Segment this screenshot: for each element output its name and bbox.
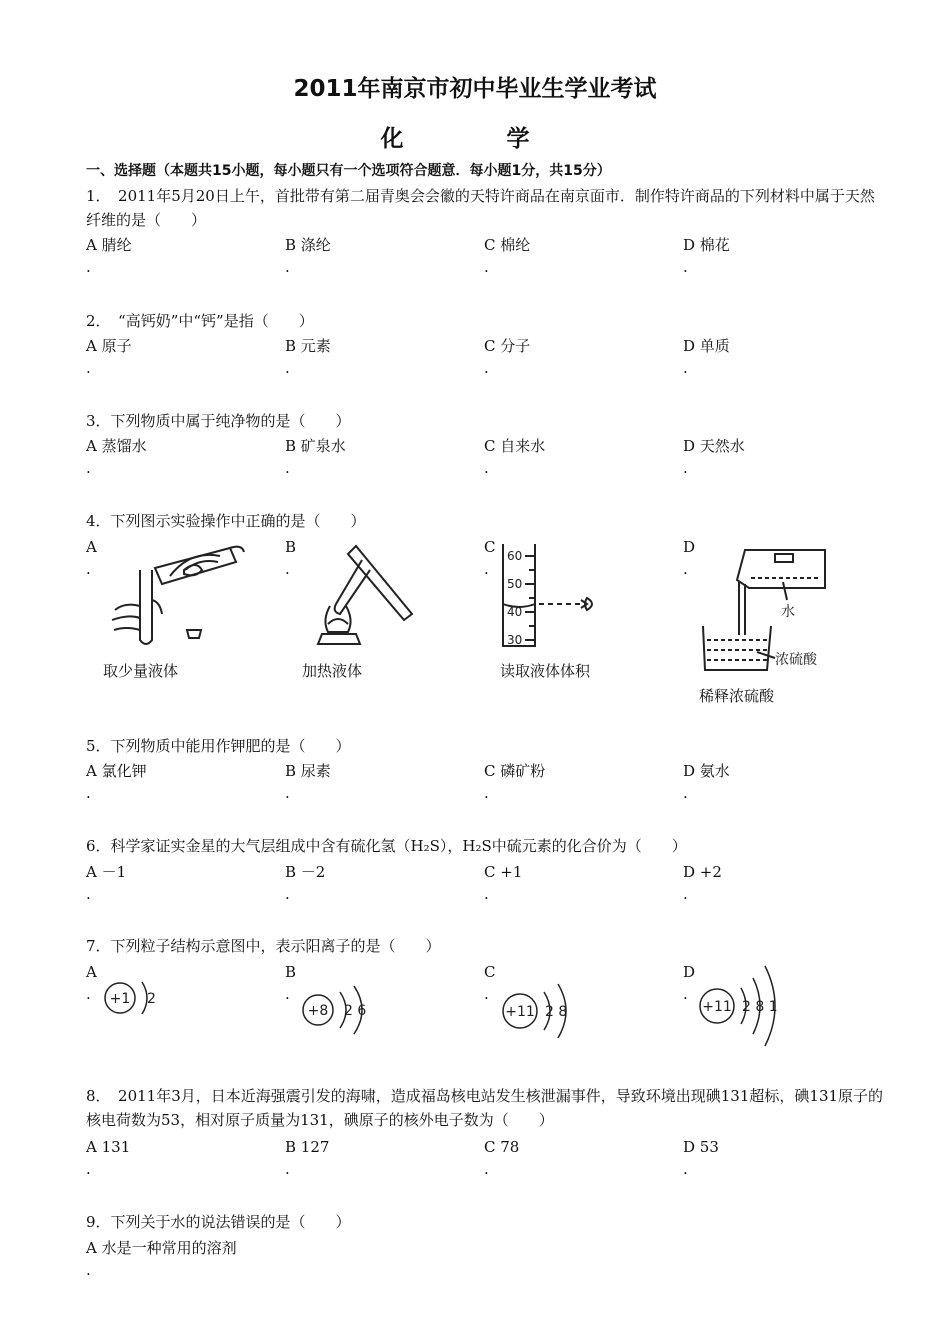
question-6-stem: 6．科学家证实金星的大气层组成中含有硫化氢（H₂S），H₂S中硫元素的化合价为（ ） (86, 837, 687, 855)
question-3-stem: 3．下列物质中属于纯净物的是（ ） (86, 412, 351, 430)
section-heading: 一、选择题（本题共15小题，每小题只有一个选项符合题意．每小题1分，共15分） (86, 163, 611, 179)
cylinder-tick-30: 30 (507, 633, 523, 647)
label-acid: 浓硫酸 (775, 652, 817, 668)
option-c[interactable]: C 磷矿粉 . (484, 762, 546, 802)
option-a[interactable]: A 腈纶 . (86, 236, 132, 276)
option-a[interactable]: A 蒸馏水 . (86, 437, 147, 477)
option-d[interactable]: D 单质 . (683, 337, 730, 377)
option-a[interactable]: A . (86, 538, 97, 578)
question-5-options (86, 759, 906, 807)
question-1-options (86, 233, 906, 281)
cylinder-tick-60: 60 (507, 549, 523, 563)
option-c[interactable]: C 78 . (484, 1138, 520, 1178)
question-5-stem: 5．下列物质中能用作钾肥的是（ ） (86, 737, 351, 755)
option-b[interactable]: B 涤纶 . (285, 236, 331, 276)
question-7-stem: 7．下列粒子结构示意图中，表示阳离子的是（ ） (86, 937, 441, 955)
figure-dilute-acid (695, 540, 835, 675)
option-c[interactable]: C . (484, 538, 496, 578)
electrons-c: 2 8 (545, 1004, 568, 1020)
nucleus-c: +11 (505, 1004, 535, 1020)
option-a[interactable]: A －1 . (86, 863, 127, 903)
cylinder-tick-40: 40 (507, 605, 523, 619)
option-d[interactable]: D . (683, 963, 696, 1003)
option-b[interactable]: B 尿素 . (285, 762, 331, 802)
atom-diagram-a (100, 978, 170, 1018)
option-a[interactable]: A 氯化钾 . (86, 762, 147, 802)
question-9-stem: 9．下列关于水的说法错误的是（ ） (86, 1213, 351, 1231)
option-d[interactable]: D 53 . (683, 1138, 719, 1178)
caption-d: 稀释浓硫酸 (699, 687, 775, 705)
question-9-options (86, 1236, 906, 1284)
option-c[interactable]: C 棉纶 . (484, 236, 531, 276)
cylinder-tick-50: 50 (507, 577, 523, 591)
atom-diagram-d (697, 960, 797, 1050)
question-2-stem: 2． “高钙奶”中“钙”是指（ ） (86, 312, 314, 330)
question-6-options (86, 860, 906, 908)
figure-read-volume (495, 542, 605, 650)
option-c[interactable]: C 分子 . (484, 337, 531, 377)
option-b[interactable]: B 127 . (285, 1138, 330, 1178)
option-a[interactable]: A . (86, 963, 97, 1003)
atom-diagram-c (498, 978, 598, 1048)
option-b[interactable]: B . (285, 538, 297, 578)
option-c[interactable]: C +1 . (484, 863, 523, 903)
option-c[interactable]: C 自来水 . (484, 437, 546, 477)
question-4-stem: 4．下列图示实验操作中正确的是（ ） (86, 512, 366, 530)
atom-diagram-b (300, 982, 390, 1038)
option-d[interactable]: D 棉花 . (683, 236, 730, 276)
electrons-d: 2 8 1 (742, 999, 778, 1015)
electrons-a: 2 (147, 991, 156, 1007)
option-d[interactable]: D . (683, 538, 696, 578)
option-d[interactable]: D +2 . (683, 863, 722, 903)
question-1-stem: 1． 2011年5月20日上午，首批带有第二届青奥会会徽的天特许商品在南京面市．制作特许商品的下列材料中属于天然纤维的是（ ） (86, 187, 875, 229)
option-c[interactable]: C . (484, 963, 496, 1003)
caption-a: 取少量液体 (103, 662, 179, 680)
option-d[interactable]: D 天然水 . (683, 437, 745, 477)
question-2-options (86, 334, 906, 382)
subject-heading: 化 学 (380, 126, 570, 152)
option-a[interactable]: A 131 . (86, 1138, 131, 1178)
option-a[interactable]: A 水是一种常用的溶剂 . (86, 1239, 237, 1279)
option-b[interactable]: B 矿泉水 . (285, 437, 346, 477)
figure-pour-liquid (100, 540, 250, 655)
nucleus-b: +8 (307, 1003, 329, 1019)
option-b[interactable]: B 元素 . (285, 337, 331, 377)
option-b[interactable]: B . (285, 963, 297, 1003)
option-b[interactable]: B －2 . (285, 863, 326, 903)
nucleus-a: +1 (109, 991, 131, 1007)
option-d[interactable]: D 氨水 . (683, 762, 730, 802)
page-title: 2011年南京市初中毕业生学业考试 (293, 76, 657, 102)
option-a[interactable]: A 原子 . (86, 337, 132, 377)
figure-heat-liquid (300, 540, 420, 655)
caption-b: 加热液体 (302, 662, 363, 680)
question-3-options (86, 434, 906, 482)
label-water: 水 (781, 604, 795, 620)
electrons-b: 2 6 (344, 1003, 367, 1019)
question-8-options (86, 1135, 906, 1183)
question-8-stem: 8． 2011年3月，日本近海强震引发的海啸，造成福岛核电站发生核泄漏事件，导致环境出现碘131超标，碘131原子的核电荷数为53，相对原子质量为131，碘原子的核外电子数为（ ） (86, 1087, 884, 1129)
nucleus-d: +11 (702, 999, 732, 1015)
caption-c: 读取液体体积 (500, 662, 591, 680)
